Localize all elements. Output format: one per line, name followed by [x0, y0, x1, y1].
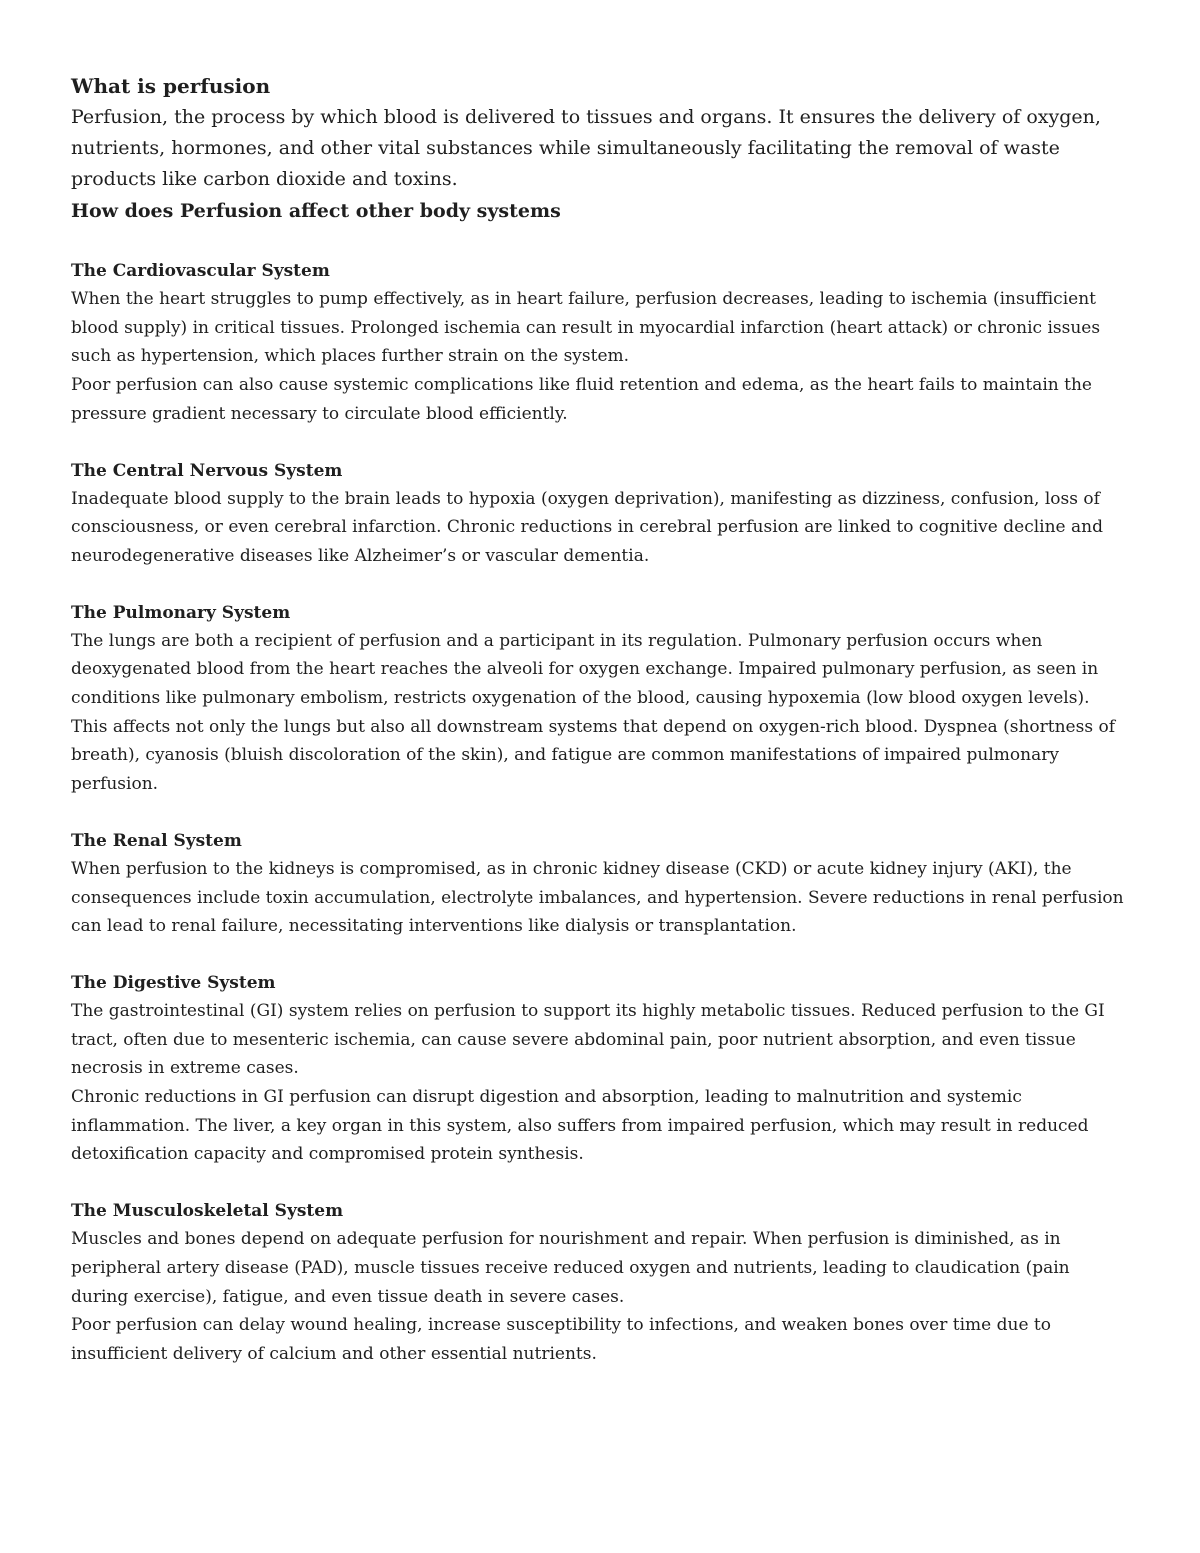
section-paragraph: The gastrointestinal (GI) system relies on perfusion to support its highly metabolic tissues. Reduced perfusion to the GI tract, often due to mesenteric ischemia, can cause severe abdominal pain, poor nutrient absorption, and even tissue necrosis in extreme cases. [71, 1000, 1105, 1079]
intro-heading: What is perfusion [71, 74, 271, 98]
systems-heading: How does Perfusion affect other body systems [71, 200, 561, 222]
section-renal [71, 827, 1131, 941]
section-paragraph: Poor perfusion can delay wound healing, increase susceptibility to infections, and weaken bones over time due to insufficient delivery of calcium and other essential nutrients. [71, 1315, 1051, 1364]
section-paragraph: Muscles and bones depend on adequate perfusion for nourishment and repair. When perfusion is diminished, as in peripheral artery disease (PAD), muscle tissues receive reduced oxygen and nutrients, leading to claudication (pain during exercise), fatigue, and even tissue death in severe cases. [71, 1229, 1070, 1307]
intro-paragraph: Perfusion, the process by which blood is delivered to tissues and organs. It ensures the delivery of oxygen, nutrients, hormones, and other vital substances while simultaneously facilitating the removal of waste products like carbon dioxide and toxins. [71, 106, 1101, 190]
document-page [71, 70, 1131, 1397]
section-central-nervous [71, 457, 1131, 571]
section-paragraph: When the heart struggles to pump effectively, as in heart failure, perfusion decreases, leading to ischemia (insufficient blood supply) in critical tissues. Prolonged ischemia can result in myocardial infarction (heart attack) or chronic issues such as hypertension, which places further strain on the system. [71, 289, 1101, 367]
section-digestive [71, 969, 1131, 1169]
section-paragraph: When perfusion to the kidneys is compromised, as in chronic kidney disease (CKD) or acute kidney injury (AKI), the consequences include toxin accumulation, electrolyte imbalances, and hypertension. Severe reductions in renal perfusion can lead to renal failure, necessitating interventions like dialysis or transplantation. [71, 858, 1124, 937]
section-paragraph: Poor perfusion can also cause systemic complications like fluid retention and edema, as the heart fails to maintain the pressure gradient necessary to circulate blood efficiently. [71, 375, 1092, 424]
section-paragraph: Chronic reductions in GI perfusion can disrupt digestion and absorption, leading to malnutrition and systemic inflammation. The liver, a key organ in this system, also suffers from impaired perfusion, which may result in reduced detoxification capacity and compromised protein synthesis. [71, 1087, 1089, 1165]
section-cardiovascular [71, 257, 1131, 429]
section-title: The Musculoskeletal System [71, 1201, 344, 1222]
section-paragraph: Inadequate blood supply to the brain leads to hypoxia (oxygen deprivation), manifesting as dizziness, confusion, loss of consciousness, or even cerebral infarction. Chronic reductions in cerebral perfusion are linked to cognitive decline and neurodegenerative diseases like Alzheimer’s or vascular dementia. [71, 488, 1103, 566]
section-title: The Central Nervous System [71, 460, 343, 481]
section-title: The Renal System [71, 830, 242, 851]
section-title: The Digestive System [71, 972, 276, 993]
section-pulmonary [71, 599, 1131, 799]
section-paragraph: The lungs are both a recipient of perfusion and a participant in its regulation. Pulmonary perfusion occurs when deoxygenated blood from the heart reaches the alveoli for oxygen exchange. Impaired pulmonary perfusion, as seen in conditions like pulmonary embolism, restricts oxygenation of the blood, causing hypoxemia (low blood oxygen levels). This affects not only the lungs but also all downstream systems that depend on oxygen-rich blood. Dyspnea (shortness of breath), cyanosis (bluish discoloration of the skin), and fatigue are common manifestations of impaired pulmonary perfusion. [71, 630, 1115, 795]
section-title: The Cardiovascular System [71, 261, 330, 281]
section-title: The Pulmonary System [71, 602, 291, 623]
section-musculoskeletal [71, 1197, 1131, 1369]
